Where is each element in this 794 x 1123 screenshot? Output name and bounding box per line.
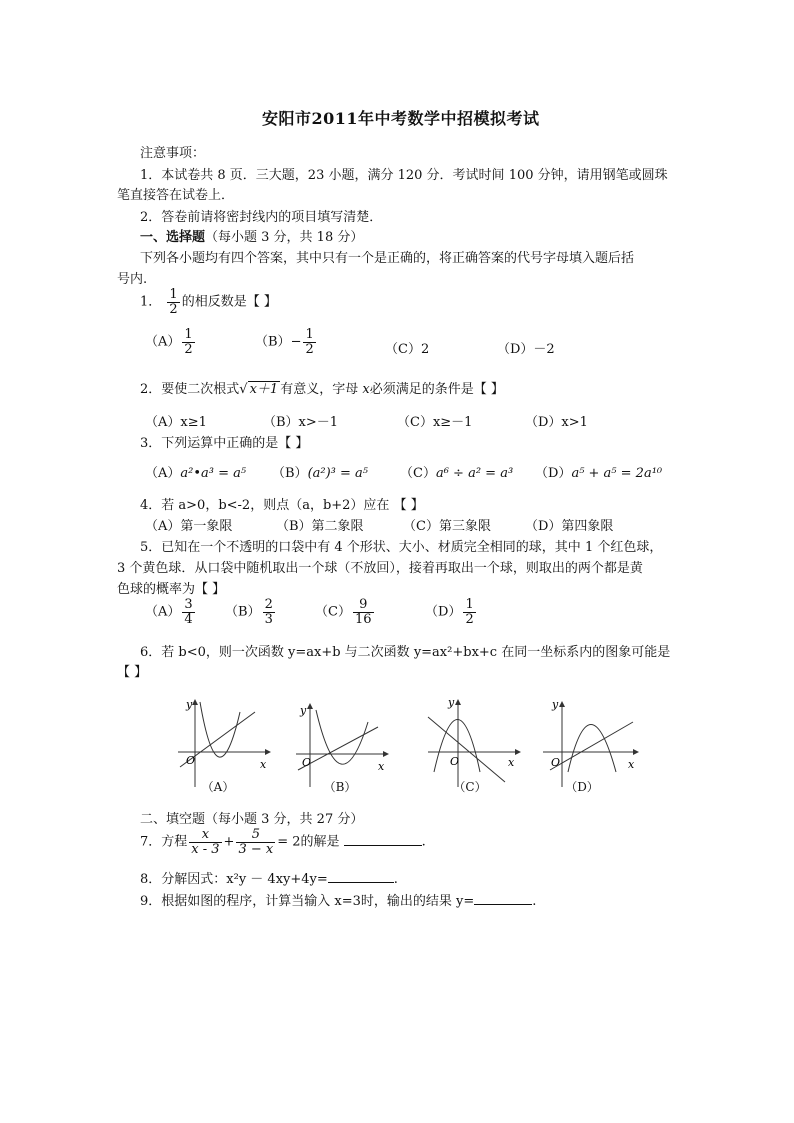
- q9-text: 9．根据如图的程序，计算当输入 x=3时，输出的结果 y=: [140, 894, 475, 909]
- q5-option-b-frac: [263, 598, 275, 626]
- q7-fraction-1-den: x - 3: [191, 841, 220, 857]
- q2-option-b: （B）x>－1: [263, 415, 339, 430]
- q3-option-d-expr: a⁵ + a⁵ = 2a¹⁰: [571, 466, 663, 481]
- q5-option-a: [145, 598, 197, 626]
- page-title: 安阳市2011年中考数学中招模拟考试: [262, 109, 540, 128]
- q4-option-a: （A）第一象限: [145, 519, 233, 534]
- section1-heading: [140, 226, 363, 245]
- q7-answer-blank[interactable]: [344, 833, 422, 846]
- q7-fraction-1-num: x: [189, 828, 221, 843]
- graph-b: [288, 692, 403, 792]
- q1-option-b-label: （B）: [255, 334, 291, 350]
- q1-option-a-frac: [182, 328, 194, 356]
- q4-option-b: （B）第二象限: [276, 519, 364, 534]
- x-axis-label: x: [508, 756, 515, 769]
- q4-option-d: （D）第四象限: [525, 519, 614, 534]
- q7-fraction-2-den: 3 − x: [238, 841, 274, 857]
- q5-option-c-num: 9: [353, 598, 374, 613]
- question-5-line3: 色球的概率为【 】: [117, 582, 226, 597]
- x-axis-label: x: [628, 758, 635, 771]
- q1-option-a-num: 1: [184, 327, 193, 342]
- q1-option-b: [255, 328, 318, 356]
- q5-option-b: [225, 598, 277, 626]
- section1-instruction-cont: 号内.: [117, 272, 148, 287]
- q1-fraction: [167, 288, 179, 316]
- q8-end: .: [393, 872, 398, 887]
- q5-option-c: [315, 598, 376, 626]
- q2-post: 有意义，字母: [280, 382, 359, 397]
- q3-option-b-expr: (a²)³ = a⁵: [307, 466, 368, 481]
- y-axis-label: y: [448, 696, 455, 709]
- q2-option-a: （A）x≥1: [145, 415, 207, 430]
- y-axis-label: y: [300, 704, 307, 717]
- question-4: 4．若 a>0，b<-2，则点（a，b+2）应在 【 】: [140, 498, 424, 513]
- q9-answer-blank[interactable]: [474, 892, 532, 905]
- q3-option-b: [272, 462, 368, 481]
- origin-label: O: [450, 755, 460, 768]
- origin-label: O: [302, 756, 312, 769]
- graph-a: [170, 692, 285, 792]
- q1-option-a: [145, 328, 197, 356]
- q3-option-d: [535, 462, 662, 481]
- q7-plus: +: [223, 834, 235, 850]
- graph-d: [538, 692, 653, 792]
- q1-option-a-den: 2: [184, 341, 193, 357]
- q3-option-c: [400, 462, 513, 481]
- q3-option-a: [145, 462, 246, 481]
- q3-option-c-label: （C）: [400, 466, 436, 481]
- parabola-graph: [200, 702, 240, 757]
- q2-variable: x: [362, 382, 370, 397]
- q8-answer-blank[interactable]: [328, 870, 394, 883]
- question-6-line1: 6．若 b<0，则一次函数 y=ax+b 与二次函数 y=ax²+bx+c 在同一坐标系内的图象可能是: [140, 645, 671, 660]
- q1-number: 1．: [140, 294, 162, 310]
- y-axis-label: y: [186, 698, 193, 711]
- q1-option-c: （C）2: [385, 342, 430, 357]
- q7-post: = 2的解是: [277, 834, 340, 850]
- question-6-line2: 【 】: [117, 665, 148, 680]
- section1-label: 一、选择题: [140, 230, 206, 245]
- q9-end: .: [532, 894, 537, 909]
- question-2: [140, 378, 504, 397]
- q5-option-b-num: 2: [264, 597, 273, 612]
- q7-fraction-2-num: 5: [236, 828, 275, 843]
- q2-post2: 必须满足的条件是【 】: [369, 382, 504, 397]
- q1-option-b-sign: −: [290, 334, 302, 350]
- q5-option-b-label: （B）: [225, 604, 261, 620]
- q1-option-b-num: 1: [305, 327, 314, 342]
- q3-option-d-label: （D）: [535, 466, 572, 481]
- graph-c-label: （C）: [453, 780, 487, 794]
- q2-option-d: （D）x>1: [525, 415, 588, 430]
- q7-end: .: [421, 834, 426, 850]
- q5-option-a-den: 4: [184, 611, 193, 627]
- q2-option-c: （C）x≥－1: [397, 415, 473, 430]
- x-axis-label: x: [378, 760, 385, 773]
- graph-a-label: （A）: [201, 780, 235, 794]
- q2-pre: 2．要使二次根式: [140, 382, 240, 397]
- q7-fraction-1: [189, 828, 221, 856]
- q5-option-a-frac: [182, 598, 194, 626]
- q5-option-d: [425, 598, 478, 626]
- q1-fraction-den: 2: [169, 301, 178, 317]
- q4-option-c: （C）第三象限: [403, 519, 491, 534]
- q8-text: 8．分解因式：x²y － 4xy+4y=: [140, 872, 328, 887]
- q5-option-d-den: 2: [465, 611, 474, 627]
- q2-radicand: x＋1: [249, 382, 279, 397]
- question-5-line2: 3 个黄色球．从口袋中随机取出一个球（不放回），接着再取出一个球，则取出的两个都是黄: [117, 561, 643, 576]
- q1-option-b-den: 2: [305, 341, 314, 357]
- q5-option-c-den: 16: [354, 611, 372, 627]
- q3-option-b-label: （B）: [272, 466, 308, 481]
- notice-item-1-cont: 笔直接答在试卷上．: [117, 188, 235, 203]
- section1-note: （每小题 3 分，共 18 分）: [205, 230, 364, 245]
- parabola-graph: [568, 725, 616, 773]
- question-5-line1: 5．已知在一个不透明的口袋中有 4 个形状、大小、材质完全相同的球，其中 1 个红色球，: [140, 540, 663, 555]
- origin-label: O: [186, 754, 196, 767]
- graph-b-label: （B）: [323, 780, 357, 794]
- q5-option-c-frac: [353, 598, 374, 626]
- q5-option-d-num: 1: [465, 597, 474, 612]
- x-axis-label: x: [260, 758, 267, 771]
- q1-option-a-label: （A）: [145, 334, 181, 350]
- q1-fraction-num: 1: [169, 287, 178, 302]
- q3-option-a-expr: a²•a³ = a⁵: [180, 466, 247, 481]
- origin-label: O: [551, 756, 561, 769]
- q5-option-b-den: 3: [264, 611, 273, 627]
- q5-option-d-label: （D）: [425, 604, 462, 620]
- notice-heading: 注意事项：: [140, 146, 206, 161]
- q1-text: 的相反数是【 】: [181, 294, 277, 310]
- notice-item-1: 1．本试卷共 8 页．三大题，23 小题，满分 120 分．考试时间 100 分钟，请用钢笔或圆珠: [140, 168, 668, 183]
- section1-instruction: 下列各小题均有四个答案，其中只有一个是正确的，将正确答案的代号字母填入题后括: [140, 251, 635, 266]
- q7-fraction-2: [236, 828, 275, 856]
- question-1: [140, 288, 277, 316]
- q1-option-b-frac: [303, 328, 315, 356]
- section2-heading: 二、填空题（每小题 3 分，共 27 分）: [140, 812, 364, 827]
- q3-option-c-expr: a⁶ ÷ a² = a³: [435, 466, 514, 481]
- question-7: [140, 828, 426, 856]
- graph-c: [420, 692, 535, 792]
- y-axis-label: y: [552, 698, 559, 711]
- q5-option-a-label: （A）: [145, 604, 181, 620]
- question-3: 3．下列运算中正确的是【 】: [140, 436, 309, 451]
- graph-d-label: （D）: [565, 780, 599, 794]
- q5-option-a-num: 3: [184, 597, 193, 612]
- q5-option-c-label: （C）: [315, 604, 351, 620]
- sqrt-symbol: √: [239, 382, 248, 397]
- q1-option-d: （D）－2: [497, 342, 555, 357]
- notice-item-2: 2．答卷前请将密封线内的项目填写清楚．: [140, 210, 383, 225]
- q3-option-a-label: （A）: [145, 466, 181, 481]
- q7-pre: 7．方程: [140, 834, 188, 850]
- question-9: [140, 890, 536, 909]
- q5-option-d-frac: [463, 598, 475, 626]
- question-8: [140, 868, 398, 887]
